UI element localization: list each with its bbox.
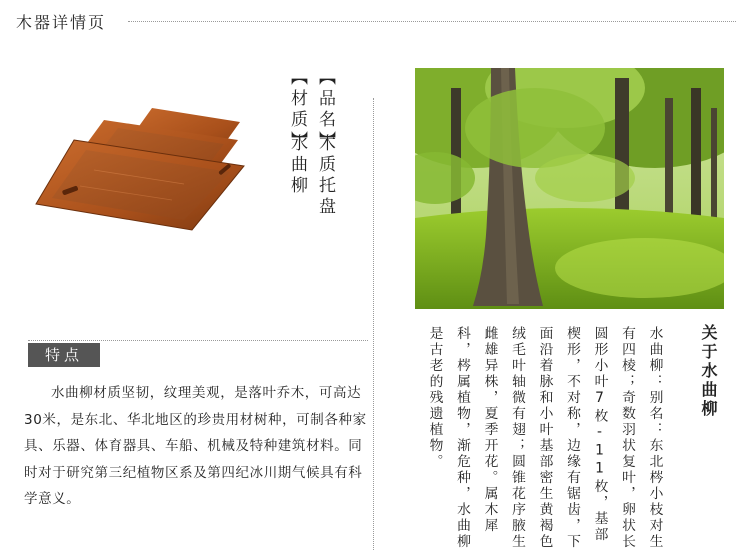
scene-photo	[415, 68, 724, 309]
product-name-value: 木质托盘	[315, 134, 335, 218]
features-text	[24, 380, 374, 513]
product-name-label: 【品名】	[315, 68, 335, 152]
feature-divider	[28, 340, 368, 341]
about-title: 关于水曲柳	[699, 324, 718, 419]
page-title: 木器详情页	[16, 13, 107, 32]
features-badge: 特点	[28, 343, 100, 367]
header-divider	[128, 21, 736, 22]
product-material-label: 【材质】	[287, 68, 307, 152]
product-image	[34, 100, 248, 232]
features-paragraph: 水曲柳材质坚韧，纹理美观，是落叶乔木，可高达30米，是东北、华北地区的珍贵用材树种，可制各种家具、乐器、体育器具、车船、机械及特种建筑材料。同时对于研究第三纪植物区系及第四纪冰川期气候具有科学意义。	[24, 385, 367, 507]
product-material-value: 水曲柳	[287, 134, 307, 197]
about-text: 水曲柳：别名：东北梣小枝对生有四棱；奇数羽状复叶，卵状长圆形小叶7枚-11枚，基部楔形，不对称，边缘有锯齿，下面沿着脉和小叶基部密生黄褐色绒毛叶轴微有翅；圆锥花序腋生雌雄异株，夏季开花。属木犀科，梣属植物，渐危种，水曲柳是古老的残遗植物。	[426, 326, 663, 550]
